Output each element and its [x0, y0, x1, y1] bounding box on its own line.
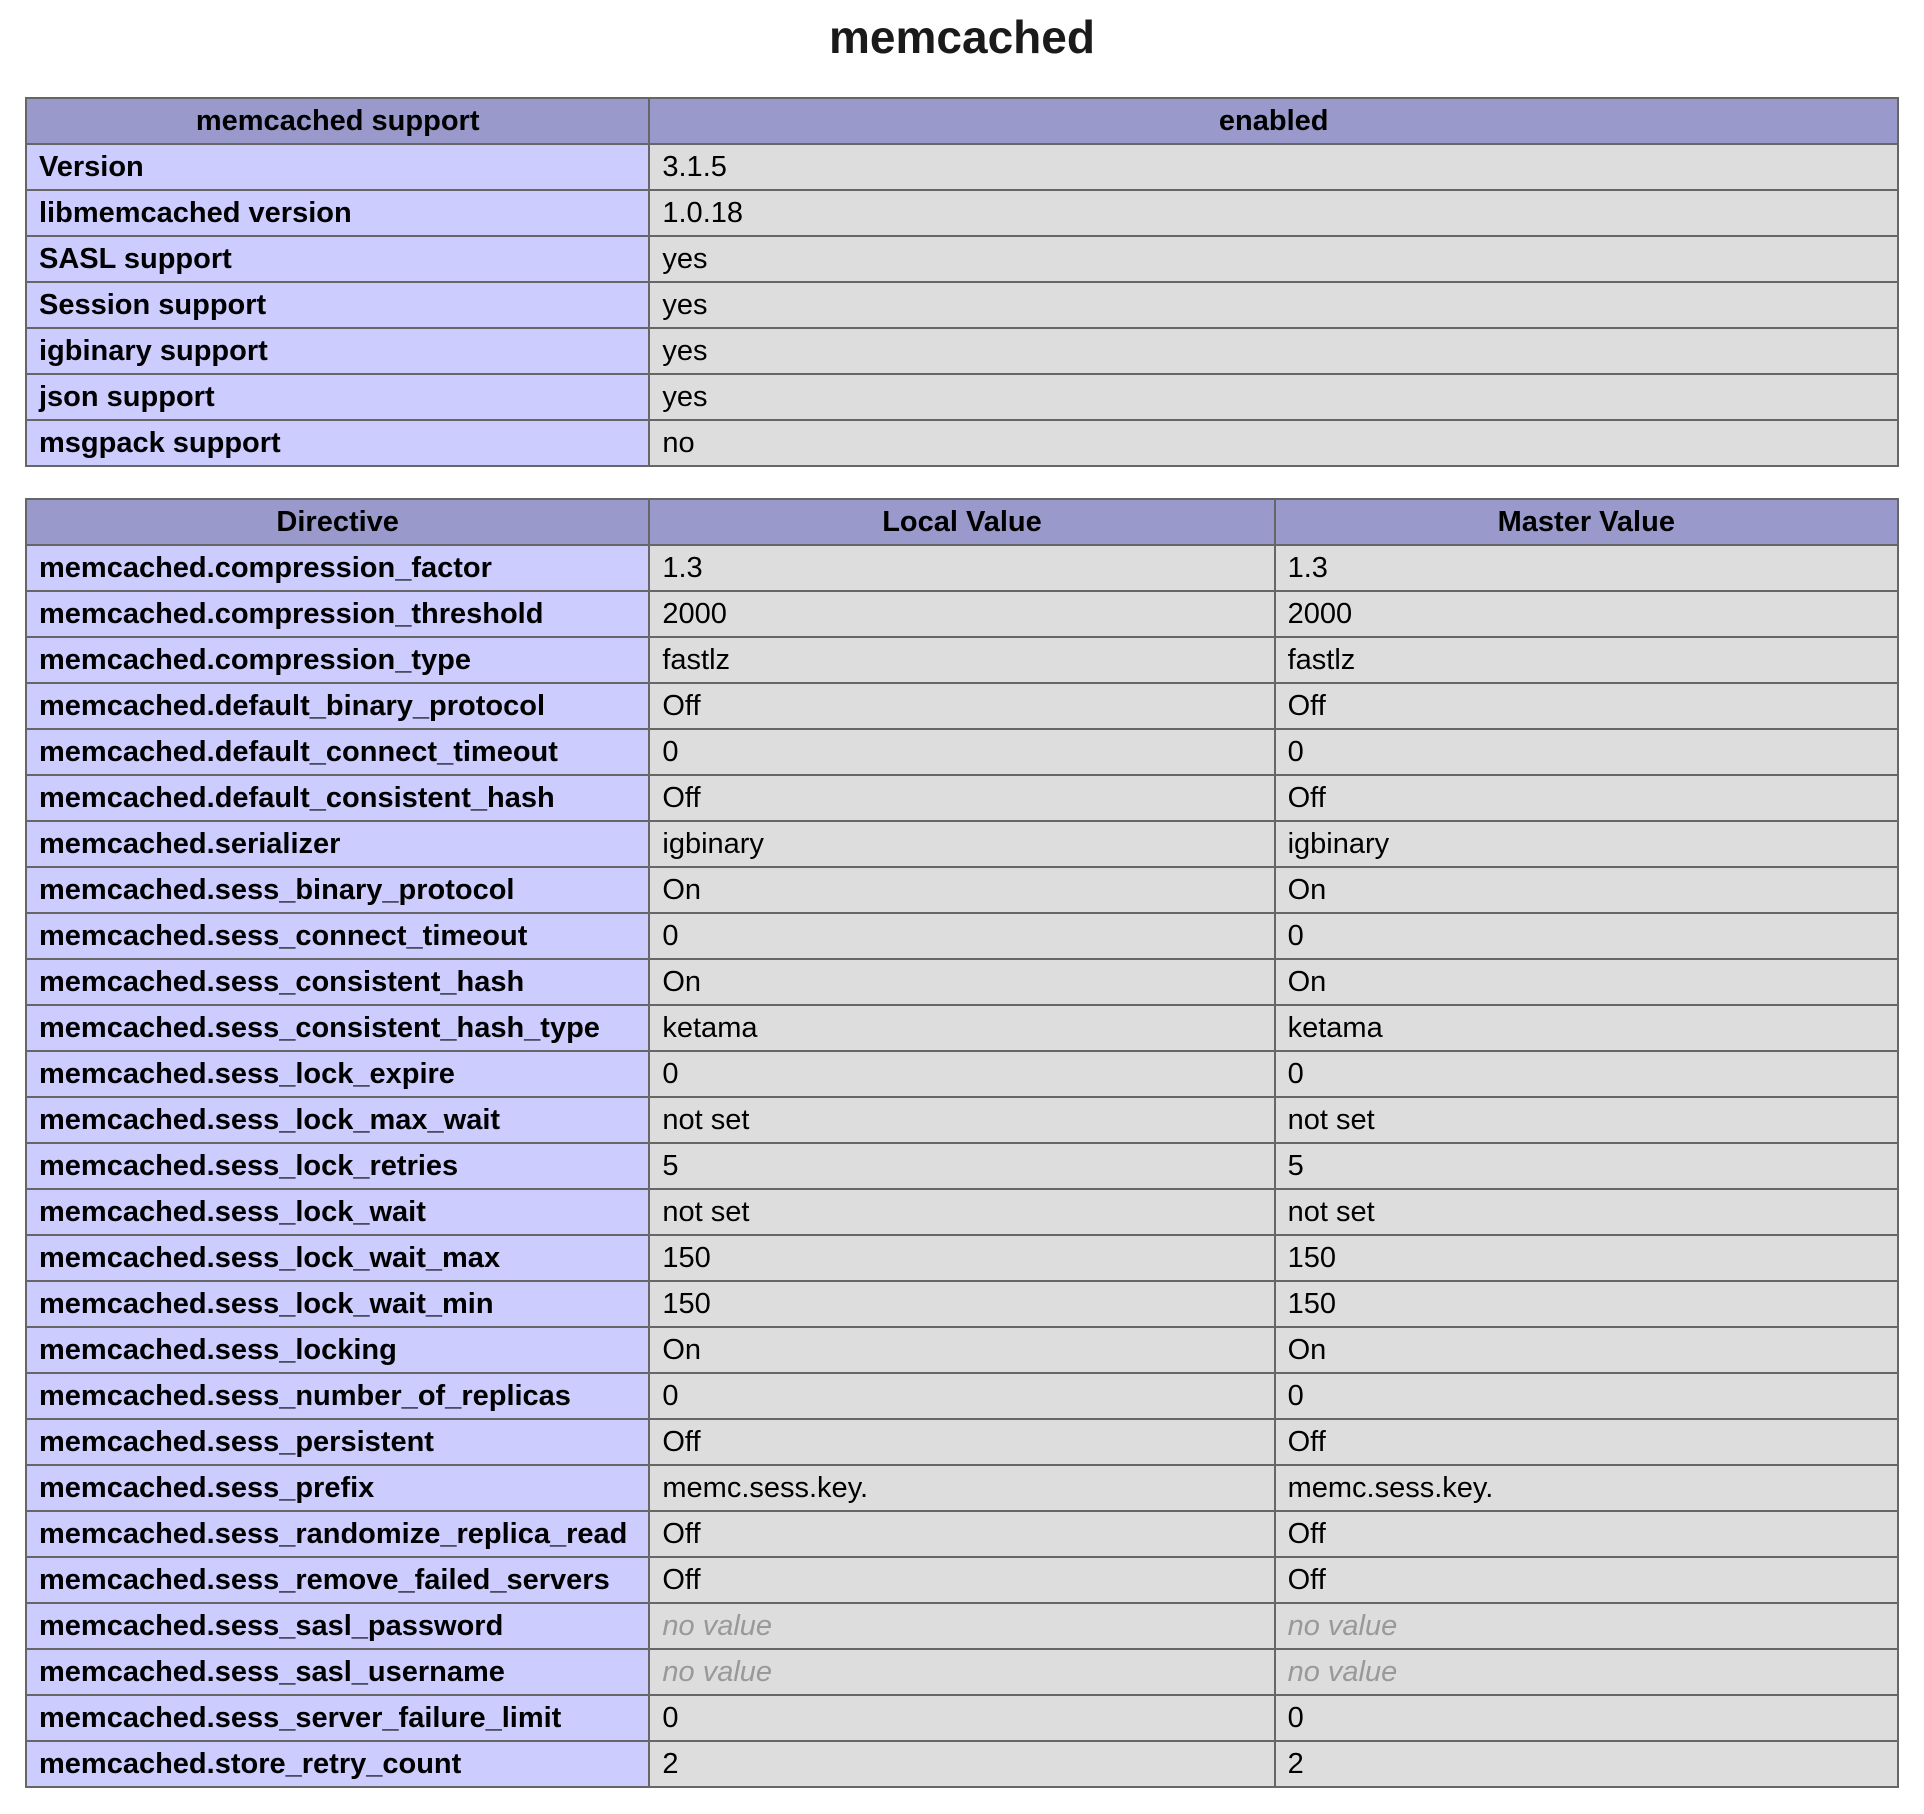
- directive-local-value: not set: [649, 1189, 1274, 1235]
- support-row-label: Session support: [26, 282, 649, 328]
- directive-name: memcached.sess_consistent_hash: [26, 959, 649, 1005]
- directive-master-value: 1.3: [1275, 545, 1898, 591]
- support-table-row: [26, 236, 1898, 282]
- directive-table-row: [26, 1143, 1898, 1189]
- directive-table-row: [26, 545, 1898, 591]
- directive-master-value: 0: [1275, 913, 1898, 959]
- support-table-header-label: memcached support: [26, 98, 649, 144]
- directive-master-value: [1275, 1649, 1898, 1695]
- directive-table-row: [26, 913, 1898, 959]
- directive-table-row: [26, 1097, 1898, 1143]
- support-row-value: yes: [649, 374, 1898, 420]
- directive-table-row: [26, 1603, 1898, 1649]
- directive-master-value: 2000: [1275, 591, 1898, 637]
- directive-local-value: 150: [649, 1235, 1274, 1281]
- directive-table-row: [26, 1419, 1898, 1465]
- directive-local-value: [649, 1603, 1274, 1649]
- directive-local-value: igbinary: [649, 821, 1274, 867]
- directives-table-header-local: Local Value: [649, 499, 1274, 545]
- support-row-label: msgpack support: [26, 420, 649, 466]
- support-row-label: Version: [26, 144, 649, 190]
- directive-local-value: Off: [649, 775, 1274, 821]
- directive-table-row: [26, 591, 1898, 637]
- directive-master-value: Off: [1275, 1511, 1898, 1557]
- directives-table: [25, 498, 1899, 1788]
- directive-local-value: 0: [649, 913, 1274, 959]
- directive-local-value: On: [649, 867, 1274, 913]
- directive-local-value: On: [649, 1327, 1274, 1373]
- directive-name: memcached.sess_connect_timeout: [26, 913, 649, 959]
- directive-table-row: [26, 775, 1898, 821]
- support-row-value: 1.0.18: [649, 190, 1898, 236]
- support-row-value: yes: [649, 236, 1898, 282]
- directive-name: memcached.default_consistent_hash: [26, 775, 649, 821]
- directives-table-header-row: [26, 499, 1898, 545]
- directive-master-value: not set: [1275, 1097, 1898, 1143]
- directive-local-value: memc.sess.key.: [649, 1465, 1274, 1511]
- directive-name: memcached.compression_factor: [26, 545, 649, 591]
- directive-name: memcached.store_retry_count: [26, 1741, 649, 1787]
- directive-master-value: memc.sess.key.: [1275, 1465, 1898, 1511]
- directive-local-value: 5: [649, 1143, 1274, 1189]
- no-value-text: no value: [1287, 1656, 1398, 1688]
- directive-master-value: 0: [1275, 1695, 1898, 1741]
- directive-local-value: 150: [649, 1281, 1274, 1327]
- directive-name: memcached.sess_prefix: [26, 1465, 649, 1511]
- support-table-body: [26, 144, 1898, 466]
- support-row-value: yes: [649, 328, 1898, 374]
- directive-master-value: 0: [1275, 1373, 1898, 1419]
- directive-master-value: fastlz: [1275, 637, 1898, 683]
- support-table-header-row: [26, 98, 1898, 144]
- directive-table-row: [26, 637, 1898, 683]
- directive-master-value: 150: [1275, 1281, 1898, 1327]
- directive-local-value: 0: [649, 1051, 1274, 1097]
- directive-local-value: fastlz: [649, 637, 1274, 683]
- no-value-text: no value: [662, 1610, 773, 1642]
- directive-table-row: [26, 1695, 1898, 1741]
- directive-table-row: [26, 1741, 1898, 1787]
- directive-table-row: [26, 821, 1898, 867]
- directive-name: memcached.sess_lock_retries: [26, 1143, 649, 1189]
- directive-master-value: not set: [1275, 1189, 1898, 1235]
- directive-master-value: On: [1275, 1327, 1898, 1373]
- directive-master-value: On: [1275, 867, 1898, 913]
- directive-name: memcached.default_binary_protocol: [26, 683, 649, 729]
- directive-local-value: 1.3: [649, 545, 1274, 591]
- directive-master-value: ketama: [1275, 1005, 1898, 1051]
- directive-local-value: 0: [649, 1695, 1274, 1741]
- support-row-label: json support: [26, 374, 649, 420]
- directive-master-value: 0: [1275, 1051, 1898, 1097]
- directive-local-value: 2: [649, 1741, 1274, 1787]
- directive-table-row: [26, 1465, 1898, 1511]
- directive-name: memcached.sess_server_failure_limit: [26, 1695, 649, 1741]
- directive-name: memcached.compression_threshold: [26, 591, 649, 637]
- directive-table-row: [26, 1235, 1898, 1281]
- directive-table-row: [26, 1327, 1898, 1373]
- directive-master-value: Off: [1275, 775, 1898, 821]
- directive-name: memcached.sess_number_of_replicas: [26, 1373, 649, 1419]
- directive-master-value: 2: [1275, 1741, 1898, 1787]
- directive-name: memcached.sess_lock_max_wait: [26, 1097, 649, 1143]
- directive-local-value: not set: [649, 1097, 1274, 1143]
- directive-name: memcached.sess_sasl_username: [26, 1649, 649, 1695]
- page-title: memcached: [829, 11, 1095, 63]
- directive-name: memcached.sess_consistent_hash_type: [26, 1005, 649, 1051]
- directives-table-header-directive: Directive: [26, 499, 649, 545]
- directive-table-row: [26, 1281, 1898, 1327]
- directive-local-value: 0: [649, 729, 1274, 775]
- support-table-row: [26, 328, 1898, 374]
- directive-table-row: [26, 867, 1898, 913]
- directive-name: memcached.sess_lock_wait: [26, 1189, 649, 1235]
- directive-local-value: 0: [649, 1373, 1274, 1419]
- directive-master-value: Off: [1275, 1557, 1898, 1603]
- directive-name: memcached.sess_randomize_replica_read: [26, 1511, 649, 1557]
- directive-table-row: [26, 1511, 1898, 1557]
- directive-table-row: [26, 1051, 1898, 1097]
- directive-master-value: igbinary: [1275, 821, 1898, 867]
- directive-local-value: [649, 1649, 1274, 1695]
- directive-local-value: On: [649, 959, 1274, 1005]
- directive-table-row: [26, 1005, 1898, 1051]
- directive-table-row: [26, 959, 1898, 1005]
- directive-table-row: [26, 729, 1898, 775]
- support-row-value: no: [649, 420, 1898, 466]
- directive-name: memcached.serializer: [26, 821, 649, 867]
- support-table-row: [26, 420, 1898, 466]
- directive-name: memcached.sess_lock_wait_min: [26, 1281, 649, 1327]
- directive-master-value: Off: [1275, 683, 1898, 729]
- no-value-text: no value: [662, 1656, 773, 1688]
- directive-local-value: ketama: [649, 1005, 1274, 1051]
- directive-master-value: 150: [1275, 1235, 1898, 1281]
- directive-local-value: Off: [649, 1419, 1274, 1465]
- support-row-label: libmemcached version: [26, 190, 649, 236]
- support-row-value: 3.1.5: [649, 144, 1898, 190]
- directive-table-row: [26, 1557, 1898, 1603]
- support-table-row: [26, 374, 1898, 420]
- directives-table-body: [26, 545, 1898, 1787]
- support-row-value: yes: [649, 282, 1898, 328]
- directive-local-value: Off: [649, 1511, 1274, 1557]
- directive-table-row: [26, 1373, 1898, 1419]
- directive-name: memcached.sess_persistent: [26, 1419, 649, 1465]
- support-table-header-enabled: enabled: [649, 98, 1898, 144]
- directive-local-value: 2000: [649, 591, 1274, 637]
- directive-name: memcached.sess_sasl_password: [26, 1603, 649, 1649]
- directive-table-row: [26, 1189, 1898, 1235]
- directive-master-value: 5: [1275, 1143, 1898, 1189]
- support-table-row: [26, 282, 1898, 328]
- directive-table-row: [26, 683, 1898, 729]
- directive-name: memcached.sess_remove_failed_servers: [26, 1557, 649, 1603]
- support-table: [25, 97, 1899, 467]
- directive-master-value: On: [1275, 959, 1898, 1005]
- directive-name: memcached.sess_locking: [26, 1327, 649, 1373]
- directive-name: memcached.sess_lock_expire: [26, 1051, 649, 1097]
- directive-master-value: 0: [1275, 729, 1898, 775]
- directive-master-value: Off: [1275, 1419, 1898, 1465]
- directives-table-header-master: Master Value: [1275, 499, 1898, 545]
- support-table-row: [26, 190, 1898, 236]
- directive-local-value: Off: [649, 683, 1274, 729]
- support-table-row: [26, 144, 1898, 190]
- directive-name: memcached.sess_binary_protocol: [26, 867, 649, 913]
- support-row-label: igbinary support: [26, 328, 649, 374]
- directive-name: memcached.compression_type: [26, 637, 649, 683]
- directive-table-row: [26, 1649, 1898, 1695]
- directive-name: memcached.sess_lock_wait_max: [26, 1235, 649, 1281]
- support-row-label: SASL support: [26, 236, 649, 282]
- directive-master-value: [1275, 1603, 1898, 1649]
- directive-local-value: Off: [649, 1557, 1274, 1603]
- no-value-text: no value: [1287, 1610, 1398, 1642]
- directive-name: memcached.default_connect_timeout: [26, 729, 649, 775]
